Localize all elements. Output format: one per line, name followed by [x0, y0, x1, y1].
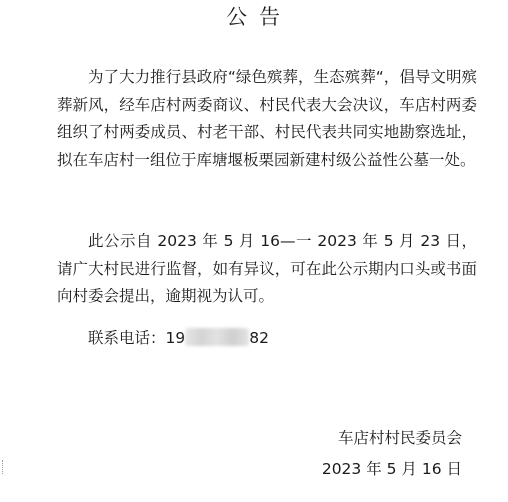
phone-prefix: 19: [165, 329, 186, 347]
margin-dotted-mark: [2, 460, 4, 474]
phone-number: [166, 325, 269, 353]
signature-organization: 车店村村民委员会: [337, 429, 462, 447]
signature-date: 2023 年 5 月 16 日: [321, 460, 462, 478]
notice-paragraph-2: 此公示自 2023 年 5 月 16—一 2023 年 5 月 23 日，请广大村民进行监督，如有异议，可在此公示期内口头或书面向村委会提出，逾期视为认可。: [57, 232, 477, 305]
notice-title: 公告: [226, 5, 292, 29]
contact-label: 联系电话：: [88, 329, 166, 347]
notice-paragraph-1: 为了大力推行县政府“绿色殡葬，生态殡葬“，倡导文明殡葬新风，经车店村两委商议、村民代表大会决议，车店村两委组织了村两委成员、村老干部、村民代表共同实地勘察选址，拟在车店村一组位于库塘堰板栗园新建村级公益性公墓一处。: [57, 68, 477, 169]
contact-line: [88, 325, 269, 353]
phone-redaction-blur: [185, 328, 249, 346]
phone-suffix: 82: [249, 329, 269, 347]
